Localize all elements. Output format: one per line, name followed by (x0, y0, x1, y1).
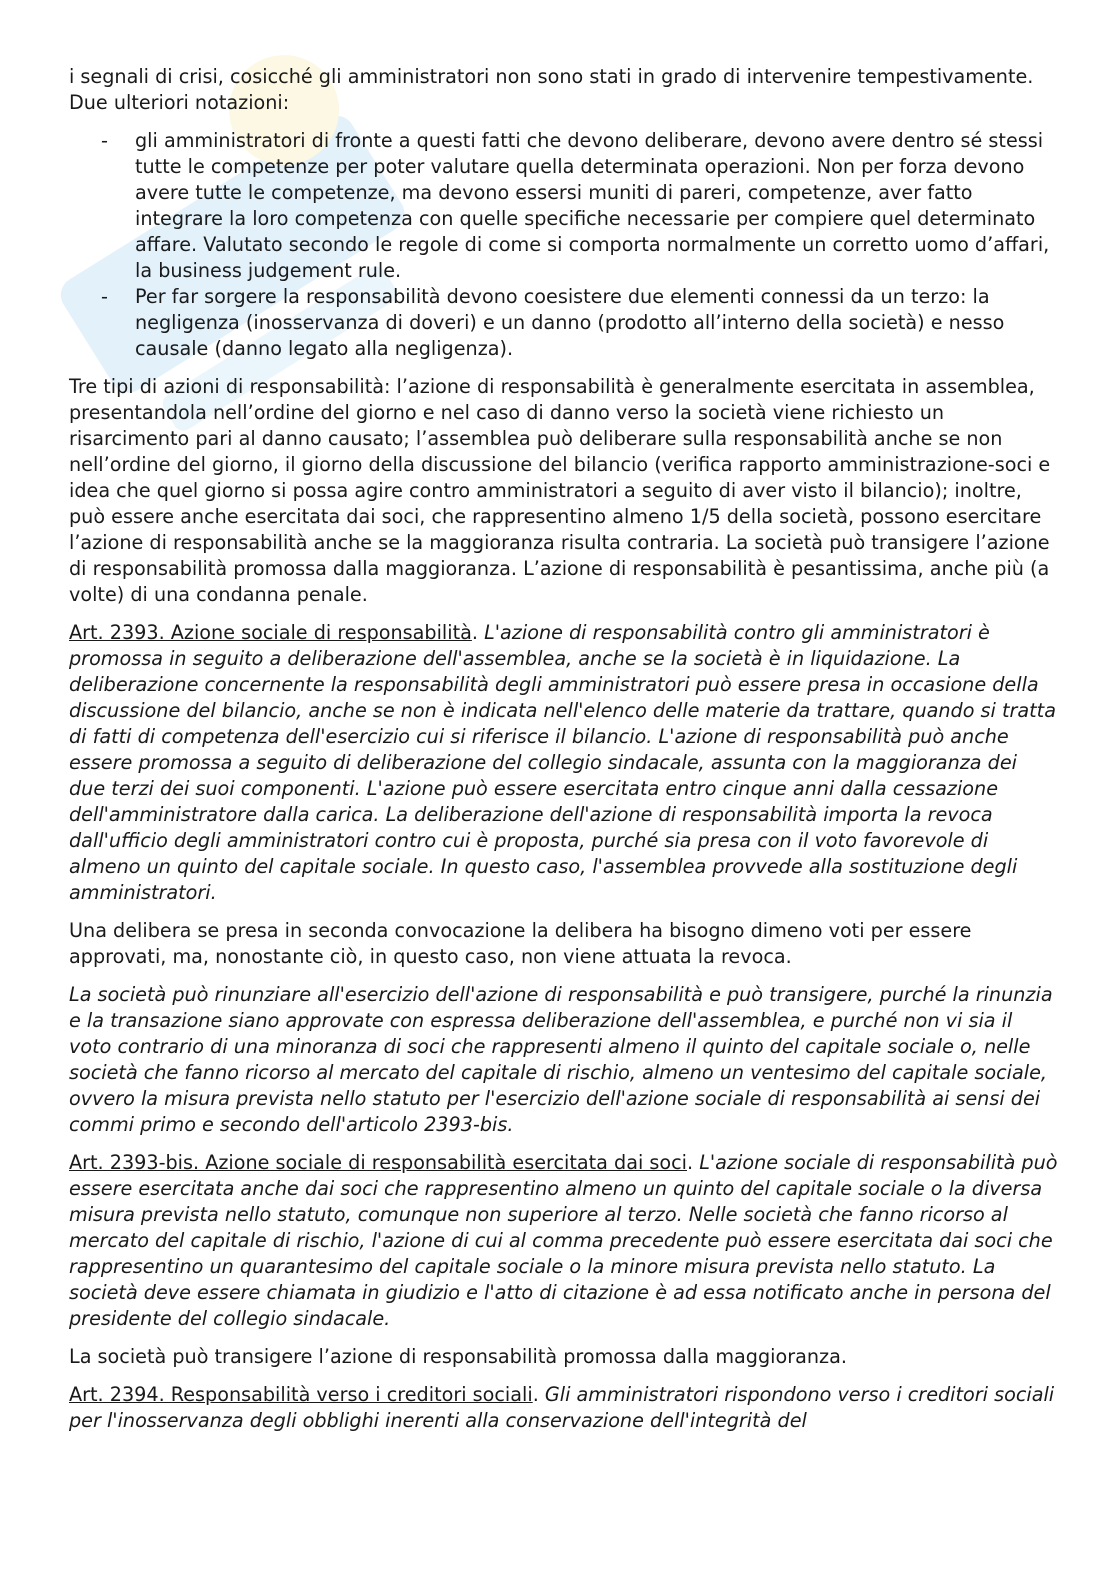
art-2393-bis-separator: . (687, 1151, 700, 1174)
bullet-dash: - (101, 285, 108, 308)
art-2394-paragraph (69, 1382, 1059, 1434)
notes-list (69, 128, 1059, 362)
art-2393-bis-title: Art. 2393-bis. Azione sociale di responsabilità esercitata dai soci (69, 1151, 687, 1174)
list-item (69, 128, 1059, 284)
bullet-dash: - (101, 129, 108, 152)
art-2393-bis-text: L'azione sociale di responsabilità può essere esercitata anche dai soci che rappresentino almeno un quinto del capitale sociale o la diversa misura prevista nello statuto, comunque non superiore al terzo. Nelle società che fanno ricorso al mercato del capitale di rischio, l'azione di cui al comma precedente può essere esercitata dai soci che rappresentino un quarantesimo del capitale sociale o la minore misura prevista nello statuto. La società deve essere chiamata in giudizio e l'atto di citazione è ad essa notificato anche in persona del presidente del collegio sindacale. (69, 1151, 1058, 1330)
art-2394-separator: . (532, 1383, 545, 1406)
tre-tipi-paragraph: Tre tipi di azioni di responsabilità: l’azione di responsabilità è generalmente esercitata in assemblea, presentandola nell’ordine del giorno e nel caso di danno verso la società viene richiesto un risarcimento pari al danno causato; l’assemblea può deliberare sulla responsabilità anche se non nell’ordine del giorno, il giorno della discussione del bilancio (verifica rapporto amministrazione-soci e idea che quel giorno si possa agire contro amministratori a seguito di aver visto il bilancio); inoltre, può essere anche esercitata dai soci, che rappresentino almeno 1/5 della società, possono esercitare l’azione di responsabilità anche se la maggioranza risulta contraria. La società può transigere l’azione di responsabilità promossa dalla maggioranza. L’azione di responsabilità è pesantissima, anche più (a volte) di una condanna penale. (69, 375, 1051, 606)
delibera-paragraph: Una delibera se presa in seconda convocazione la delibera ha bisogno dimeno voti per essere approvati, ma, nonostante ciò, in questo caso, non viene attuata la revoca. (69, 919, 972, 968)
bullet-text: Per far sorgere la responsabilità devono coesistere due elementi connessi da un terzo: la negligenza (inosservanza di doveri) e un danno (prodotto all’interno della società) e nesso causale (danno legato alla negligenza). (135, 285, 1005, 360)
art-2394-text: Gli amministratori rispondono verso i creditori sociali per l'inosservanza degli obblighi inerenti alla conservazione dell'integrità del (69, 1383, 1055, 1432)
intro-paragraph: i segnali di crisi, cosicché gli amministratori non sono stati in grado di intervenire tempestivamente. Due ulteriori notazioni: (69, 65, 1034, 114)
rinuncia-paragraph: La società può rinunziare all'esercizio dell'azione di responsabilità e può transigere, purché la rinunzia e la transazione siano approvate con espressa deliberazione dell'assemblea, e purché non vi sia il voto contrario di una minoranza di soci che rappresenti almeno il quinto del capitale sociale o, nelle società che fanno ricorso al mercato del capitale di rischio, almeno un ventesimo del capitale sociale, ovvero la misura prevista nello statuto per l'esercizio dell'azione sociale di responsabilità ai sensi dei commi primo e secondo dell'articolo 2393-bis. (69, 983, 1053, 1136)
art-2393-bis-paragraph (69, 1150, 1059, 1332)
art-2393-separator: . (471, 621, 485, 644)
art-2393-title: Art. 2393. Azione sociale di responsabilità (69, 621, 472, 644)
art-2394-title: Art. 2394. Responsabilità verso i creditori sociali (69, 1383, 533, 1406)
transigere-paragraph: La società può transigere l’azione di responsabilità promossa dalla maggioranza. (69, 1345, 847, 1368)
bullet-text: gli amministratori di fronte a questi fatti che devono deliberare, devono avere dentro sé stessi tutte le competenze per poter valutare quella determinata operazioni. Non per forza devono avere tutte le competenze, ma devono essersi muniti di pareri, competenze, aver fatto integrare la loro competenza con quelle specifiche necessarie per compiere quel determinato affare. Valutato secondo le regole di come si comporta normalmente un corretto uomo d’affari, la business judgement rule. (135, 129, 1050, 282)
art-2393-paragraph (69, 620, 1059, 906)
list-item (69, 284, 1059, 362)
document-page (69, 64, 1059, 1446)
art-2393-text: L'azione di responsabilità contro gli amministratori è promossa in seguito a deliberazione dell'assemblea, anche se la società è in liquidazione. La deliberazione concernente la responsabilità degli amministratori può essere presa in occasione della discussione del bilancio, anche se non è indicata nell'elenco delle materie da trattare, quando si tratta di fatti di competenza dell'esercizio cui si riferisce il bilancio. L'azione di responsabilità può anche essere promossa a seguito di deliberazione del collegio sindacale, assunta con la maggioranza dei due terzi dei suoi componenti. L'azione può essere esercitata entro cinque anni dalla cessazione dell'amministratore dalla carica. La deliberazione dell'azione di responsabilità importa la revoca dall'ufficio degli amministratori contro cui è proposta, purché sia presa con il voto favorevole di almeno un quinto del capitale sociale. In questo caso, l'assemblea provvede alla sostituzione degli amministratori. (69, 621, 1056, 904)
